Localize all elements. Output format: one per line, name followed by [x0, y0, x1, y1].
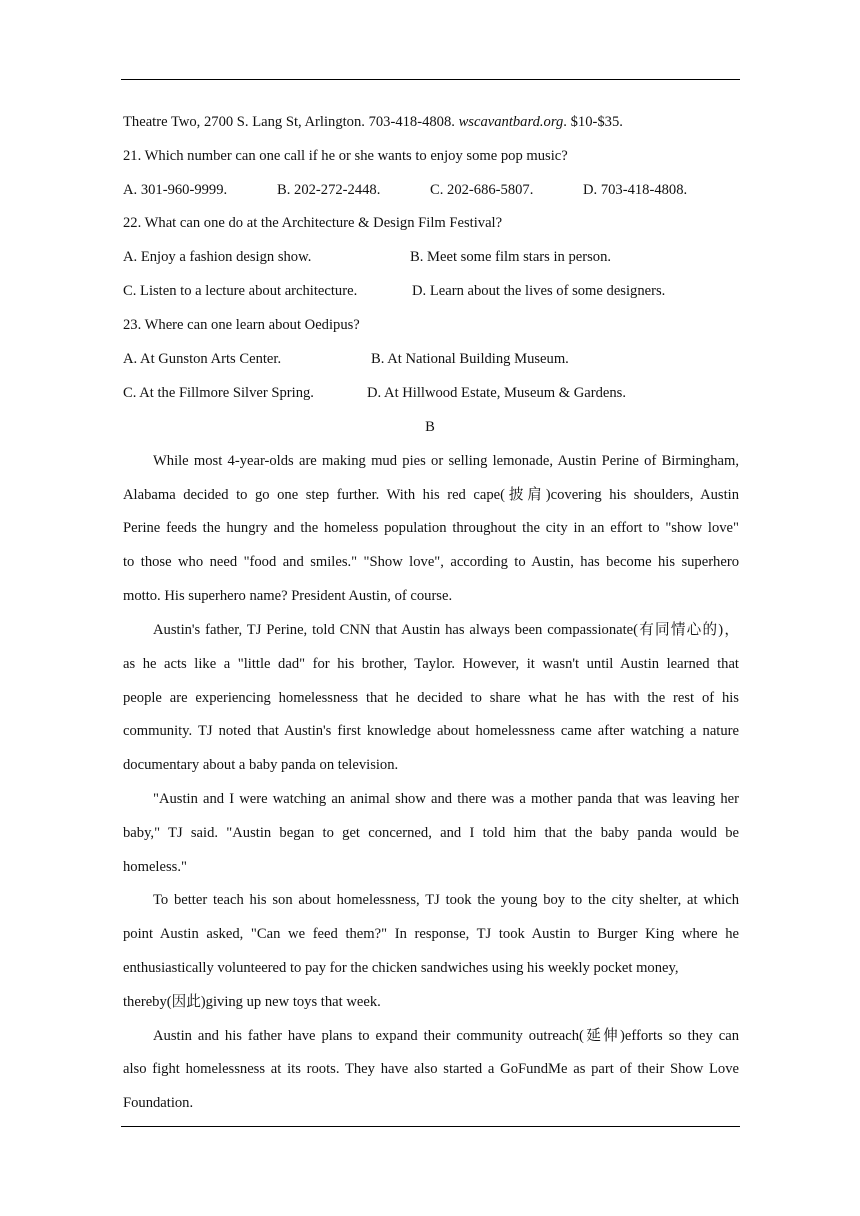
q22-option-c: C. Listen to a lecture about architecture. — [123, 283, 358, 299]
listing-address: Theatre Two, 2700 S. Lang St, Arlington. 703-418-4808. — [123, 114, 459, 130]
q21-option-c: C. 202-686-5807. — [430, 182, 534, 198]
passage-line: community. TJ noted that Austin's first knowledge about homelessness came after watching a nature — [123, 723, 739, 739]
q22-option-a: A. Enjoy a fashion design show. — [123, 249, 312, 265]
passage-line: Austin's father, TJ Perine, told CNN that Austin has always been compassionate(有同情心的)， — [153, 622, 739, 638]
passage-line: homeless." — [123, 859, 187, 875]
passage-line: "Austin and I were watching an animal show and there was a mother panda that was leaving her — [153, 791, 739, 807]
listing-price: . $10-$35. — [563, 114, 623, 130]
top-rule — [121, 79, 740, 80]
bottom-rule — [121, 1126, 740, 1127]
passage-line: To better teach his son about homelessness, TJ took the young boy to the city shelter, at which — [153, 892, 739, 908]
passage-line: Alabama decided to go one step further. With his red cape(披肩)covering his shoulders, Austin — [123, 487, 739, 503]
passage-line: to those who need "food and smiles." "Show love", according to Austin, has become his superhero — [123, 554, 739, 570]
question-21: 21. Which number can one call if he or she wants to enjoy some pop music? — [123, 148, 568, 164]
q22-option-d: D. Learn about the lives of some designers. — [412, 283, 666, 299]
q21-option-d: D. 703-418-4808. — [583, 182, 688, 198]
q23-option-a: A. At Gunston Arts Center. — [123, 351, 282, 367]
event-listing-line — [123, 112, 623, 132]
passage-line: motto. His superhero name? President Austin, of course. — [123, 588, 453, 604]
passage-line: as he acts like a "little dad" for his brother, Taylor. However, it wasn't until Austin learned that — [123, 656, 739, 672]
passage-line: documentary about a baby panda on television. — [123, 757, 399, 773]
passage-line: enthusiastically volunteered to pay for the chicken sandwiches using his weekly pocket money, — [123, 960, 679, 976]
q21-option-b: B. 202-272-2448. — [277, 182, 381, 198]
passage-line: baby," TJ said. "Austin began to get concerned, and I told him that the baby panda would be — [123, 825, 739, 841]
q23-option-c: C. At the Fillmore Silver Spring. — [123, 385, 314, 401]
passage-line: Foundation. — [123, 1095, 194, 1111]
passage-line: point Austin asked, "Can we feed them?" In response, TJ took Austin to Burger King where he — [123, 926, 739, 942]
section-label: B — [425, 419, 435, 435]
passage-line: While most 4-year-olds are making mud pies or selling lemonade, Austin Perine of Birmingham, — [153, 453, 739, 469]
passage-line: Perine feeds the hungry and the homeless population throughout the city in an effort to "show love" — [123, 520, 739, 536]
q22-option-b: B. Meet some film stars in person. — [410, 249, 612, 265]
passage-line: also fight homelessness at its roots. They have also started a GoFundMe as part of their Show Love — [123, 1061, 739, 1077]
listing-website: wscavantbard.org — [458, 114, 564, 130]
q21-option-a: A. 301-960-9999. — [123, 182, 228, 198]
question-22: 22. What can one do at the Architecture & Design Film Festival? — [123, 215, 503, 231]
passage-line: Austin and his father have plans to expand their community outreach(延伸)efforts so they can — [153, 1028, 739, 1044]
q23-option-b: B. At National Building Museum. — [371, 351, 569, 367]
passage-line: people are experiencing homelessness that he decided to share what he has with the rest of his — [123, 690, 739, 706]
question-23: 23. Where can one learn about Oedipus? — [123, 317, 360, 333]
passage-line: thereby(因此)giving up new toys that week. — [123, 994, 381, 1010]
q23-option-d: D. At Hillwood Estate, Museum & Gardens. — [367, 385, 627, 401]
